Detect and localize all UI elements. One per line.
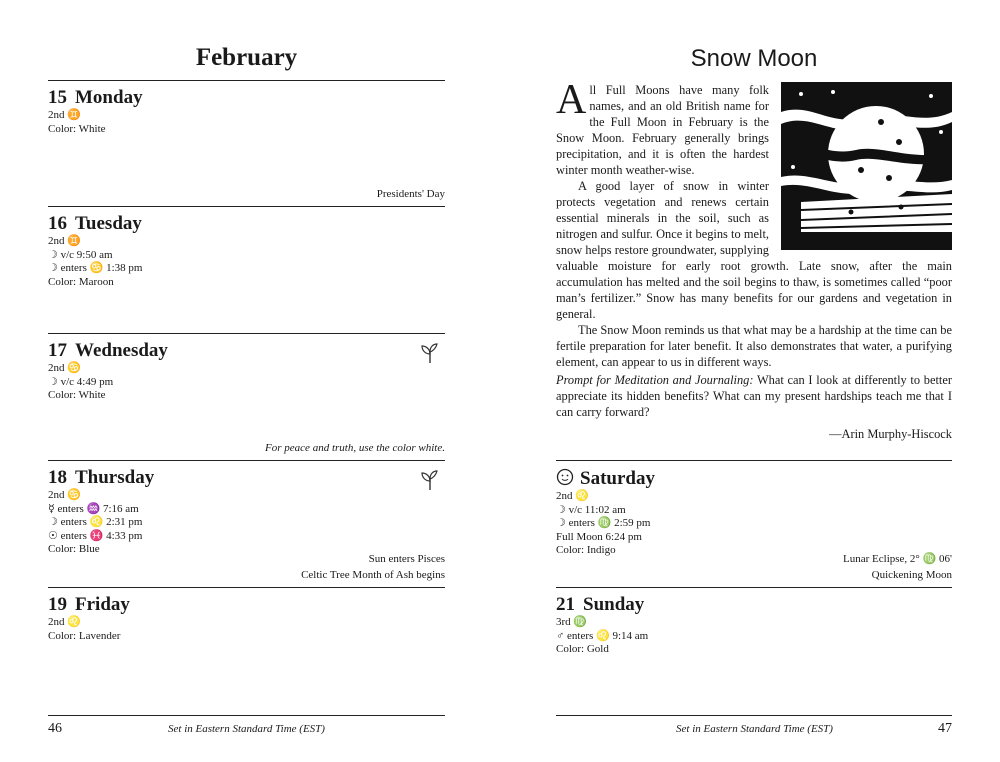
color-line: Color: Gold [556,643,609,655]
timezone-note: Set in Eastern Standard Time (EST) [168,723,325,735]
astro-line: ♂ enters ♌ 9:14 am [556,629,649,642]
astro-line: ☽ enters ♋ 1:38 pm [48,262,143,274]
day-number: 21 [556,594,575,615]
day-entry-wednesday [48,333,445,461]
day-number: 17 [48,340,67,361]
astro-line: Full Moon 6:24 pm [556,530,642,543]
left-page [48,0,445,762]
sprout-icon [419,469,441,491]
astro-line: 2nd ♌ [48,616,81,628]
note-line: Quickening Moon [871,569,952,581]
snow-moon-article [556,77,952,442]
drop-cap: A [556,77,587,123]
day-entry-sunday [556,587,952,714]
note-line: Sun enters Pisces [368,553,445,565]
color-line: Color: White [48,389,106,401]
day-number: 19 [48,594,67,615]
astro-line: 2nd ♋ [48,362,81,374]
day-entry-friday [48,587,445,714]
astro-line: ☽ enters ♍ 2:59 pm [556,517,651,529]
day-astro-lines [48,109,445,136]
page-title: February [195,44,298,71]
page-number: 47 [938,721,952,736]
right-page [556,0,952,762]
astro-line: ☽ v/c 11:02 am [556,503,626,516]
day-name: Saturday [580,468,655,489]
day-entry-thursday [48,460,445,588]
article-paragraph: All Full Moons have many folk names, and an old British name for the Full Moon in February is the Snow Moon. February generally brings precipitation, and it is often the hardest winter month weather-wise. [556,77,769,177]
page-title: Snow Moon [690,45,818,72]
day-entry-tuesday [48,206,445,334]
day-number: 16 [48,213,67,234]
color-line: Color: Maroon [48,275,114,288]
color-line: Color: Indigo [556,544,616,556]
full-moon-icon [556,468,574,486]
day-name: Tuesday [75,213,142,234]
day-name: Wednesday [75,340,168,361]
day-astro-lines [556,490,952,558]
article-author: —Arin Murphy-Hiscock [829,427,952,441]
color-line: Color: Blue [48,543,100,555]
timezone-note: Set in Eastern Standard Time (EST) [676,723,833,735]
page-footer [48,715,445,736]
day-astro-lines [556,616,952,657]
astro-line: ☿ enters ♒ 7:16 am [48,502,139,515]
astro-line: ☽ enters ♌ 2:31 pm [48,516,143,528]
astro-line: ☽ v/c 9:50 am [48,248,113,261]
astro-line: 2nd ♋ [48,489,81,501]
day-entry-monday [48,80,445,207]
page-number: 46 [48,721,62,736]
day-notes [301,551,445,583]
astro-line: 2nd ♊ [48,235,81,247]
day-astro-lines [48,235,445,289]
note-line: For peace and truth, use the color white. [265,442,445,454]
color-line: Color: White [48,122,106,135]
astro-line: 3rd ♍ [556,616,588,628]
astro-line: 2nd ♌ [556,490,589,502]
day-name: Thursday [75,467,155,488]
day-astro-lines [48,616,445,643]
color-line: Color: Lavender [48,629,121,642]
day-notes [843,551,952,583]
day-entry-saturday [556,460,952,588]
note-line: Celtic Tree Month of Ash begins [301,569,445,581]
journal-prompt: Prompt for Meditation and Journaling: What can I look at differently to better appreciate its hidden benefits? What can my present hardships teach me that I can carry forward? [556,373,952,419]
sprout-icon [419,342,441,364]
moon-woodcut-illustration [781,82,952,250]
day-number: 18 [48,467,67,488]
day-number: 15 [48,87,67,108]
astro-line: ☉ enters ♓ 4:33 pm [48,529,143,542]
note-line: Presidents' Day [376,188,445,200]
astro-line: ☽ v/c 4:49 pm [48,375,114,388]
note-line: Lunar Eclipse, 2° ♍ 06' [843,553,952,565]
day-name: Sunday [583,594,645,615]
day-name: Friday [75,594,130,615]
article-paragraph: The Snow Moon reminds us that what may be a hardship at the time can be fertile preparation for later benefit. It also demonstrates that water, a purifying element, can appear to us in different ways. [556,323,952,369]
day-astro-lines [48,362,445,403]
day-notes [377,186,445,202]
day-notes [265,440,445,456]
article-paragraph: A good layer of snow in winter protects vegetation and renews certain essential minerals in the soil, such as nitrogen and sulfur. Once it begins to melt, snow helps restore groundwater, supplying valuable moisture for early root growth. Late snow, after the main accumulation has melted and the soil begins to thaw, is sometimes called “poor man’s fertilizer.” Snow has many benefits for our gardens and vegetation in general. [556,179,952,321]
day-astro-lines [48,489,445,557]
day-name: Monday [75,87,143,108]
page-footer [556,715,952,736]
astro-line: 2nd ♊ [48,109,81,121]
